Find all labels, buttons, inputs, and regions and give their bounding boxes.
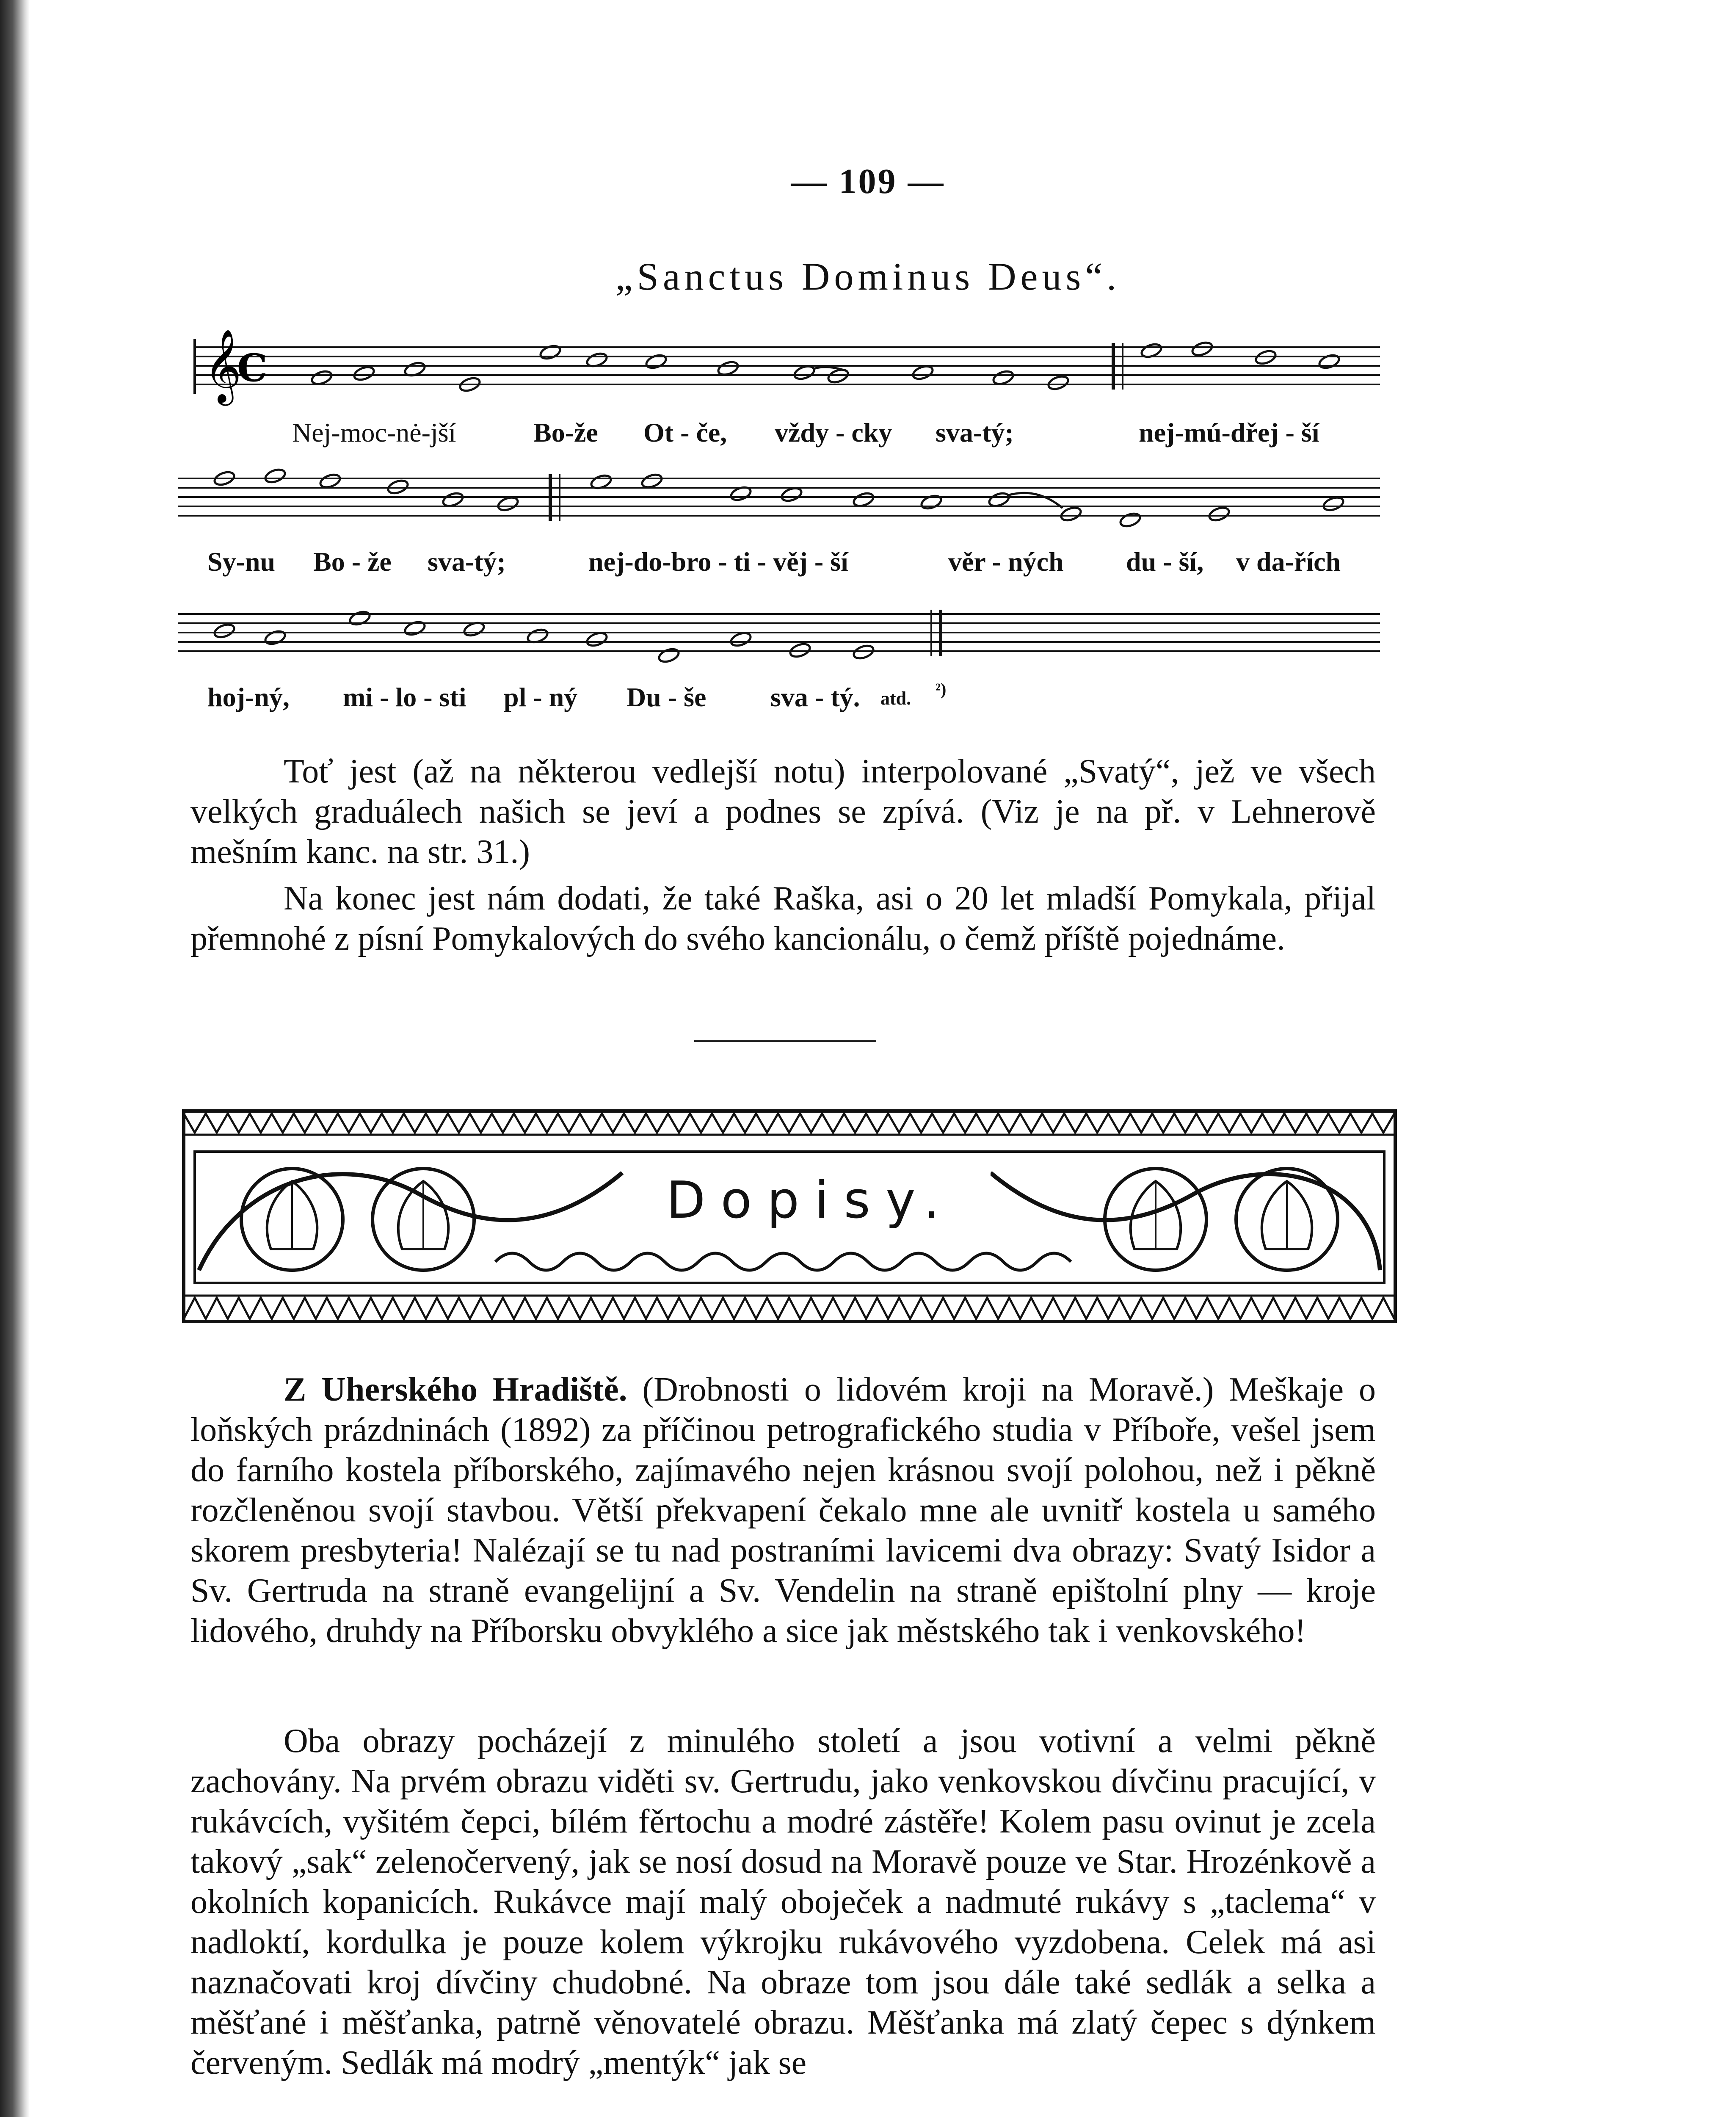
common-time-icon: C: [237, 345, 268, 390]
page-number: — 109 —: [791, 162, 945, 201]
music-line-2: Sy-nu Bo - že sva-tý; nej-do-bro - ti - věj - ší věr - ných du - ší, v da-řích: [178, 462, 1380, 597]
paragraph-interpolation: Toť jest (až na některou vedlejší notu) interpolované „Svatý“, jež ve všech velkých graduálech našich se jeví a podnes se zpívá. (Viz je na př. v Lehnerově mešním kanc. na str. 31.): [190, 753, 1376, 871]
article-second-paragraph: Oba obrazy pocházejí z minulého století a jsou votivní a velmi pěkně zachovány. Na prvém obrazu viděti sv. Gertrudu, jako venkovskou dívčinu pracující, v rukávcích, vyšitém čepci, bílém fěrtochu a modré zástěře! Kolem pasu ovinut je zcela takový „sak“ zelenočervený, jak se nosí dosud na Moravě pouze ve Star. Hrozénkově a okolních kopanicích. Rukávce mají malý oboječek a nadmuté rukávy s „taclema“ v nadloktí, kordulka je pouze kolem výkrojku rukávového vyzdobena. Celek má asi naznačovati kroj dívčiny chudobné. Na obraze tom jsou dále také sedlák a selka a měšťané i měšťanka, patrně věnovatelé obrazu. Měšťanka má zlatý čepec s dýnkem červeným. Sedlák má modrý „mentýk“ jak se: [190, 1722, 1376, 2081]
article-first-paragraph: [190, 1370, 1376, 1651]
staff-3: [178, 597, 1380, 682]
section-divider: [694, 1040, 876, 1042]
hymn-title: „Sanctus Dominus Deus“.: [615, 255, 1121, 298]
treble-clef-icon: 𝄞: [204, 330, 242, 403]
dopisy-banner: [182, 1109, 1397, 1323]
article-intro: (Drobnosti o lidovém kroji na Moravě.) Meškaje o loňských prázdninách (1892) za příčinou petrografického studia v Příboře, vešel jsem do farního kostela příborského, zajímavého nejen krásnou svojí polohou, než i pěkně rozčleněnou svojí stavbou. Větší překvapení čekalo mne ale uvnitř kostela u samého skorem presbyteria! Nalézají se tu nad postraními lavicemi dva obrazy: Svatý Isidor a Sv. Gertruda na straně evangelijní a Sv. Vendelin na straně epištolní plny — kroje lidového, druhdy na Příborsku obvyklého a sice jak městského tak i venkovského!: [190, 1371, 1376, 1650]
article-heading: Z Uherského Hradiště.: [284, 1371, 627, 1408]
banner-title: Dopisy.: [631, 1164, 991, 1236]
staff-1: [178, 330, 1380, 415]
page-edge-shadow: [0, 0, 30, 2117]
music-line-1: 𝄞 C Nej-moc-nė-jší Bo-že Ot - če, vždy - cky sva-tý; nej-mú-dřej - ší: [178, 330, 1380, 466]
staff-2: [178, 462, 1380, 546]
paragraph-raska: Na konec jest nám dodati, že také Raška, asi o 20 let mladší Pomykala, přijal přemnohé z písní Pomykalových do svého kancionálu, o čemž příště pojednáme.: [190, 880, 1376, 957]
music-line-3: hoj-ný, mi - lo - sti pl - ný Du - še sva - tý. atd. ²): [178, 597, 1380, 732]
